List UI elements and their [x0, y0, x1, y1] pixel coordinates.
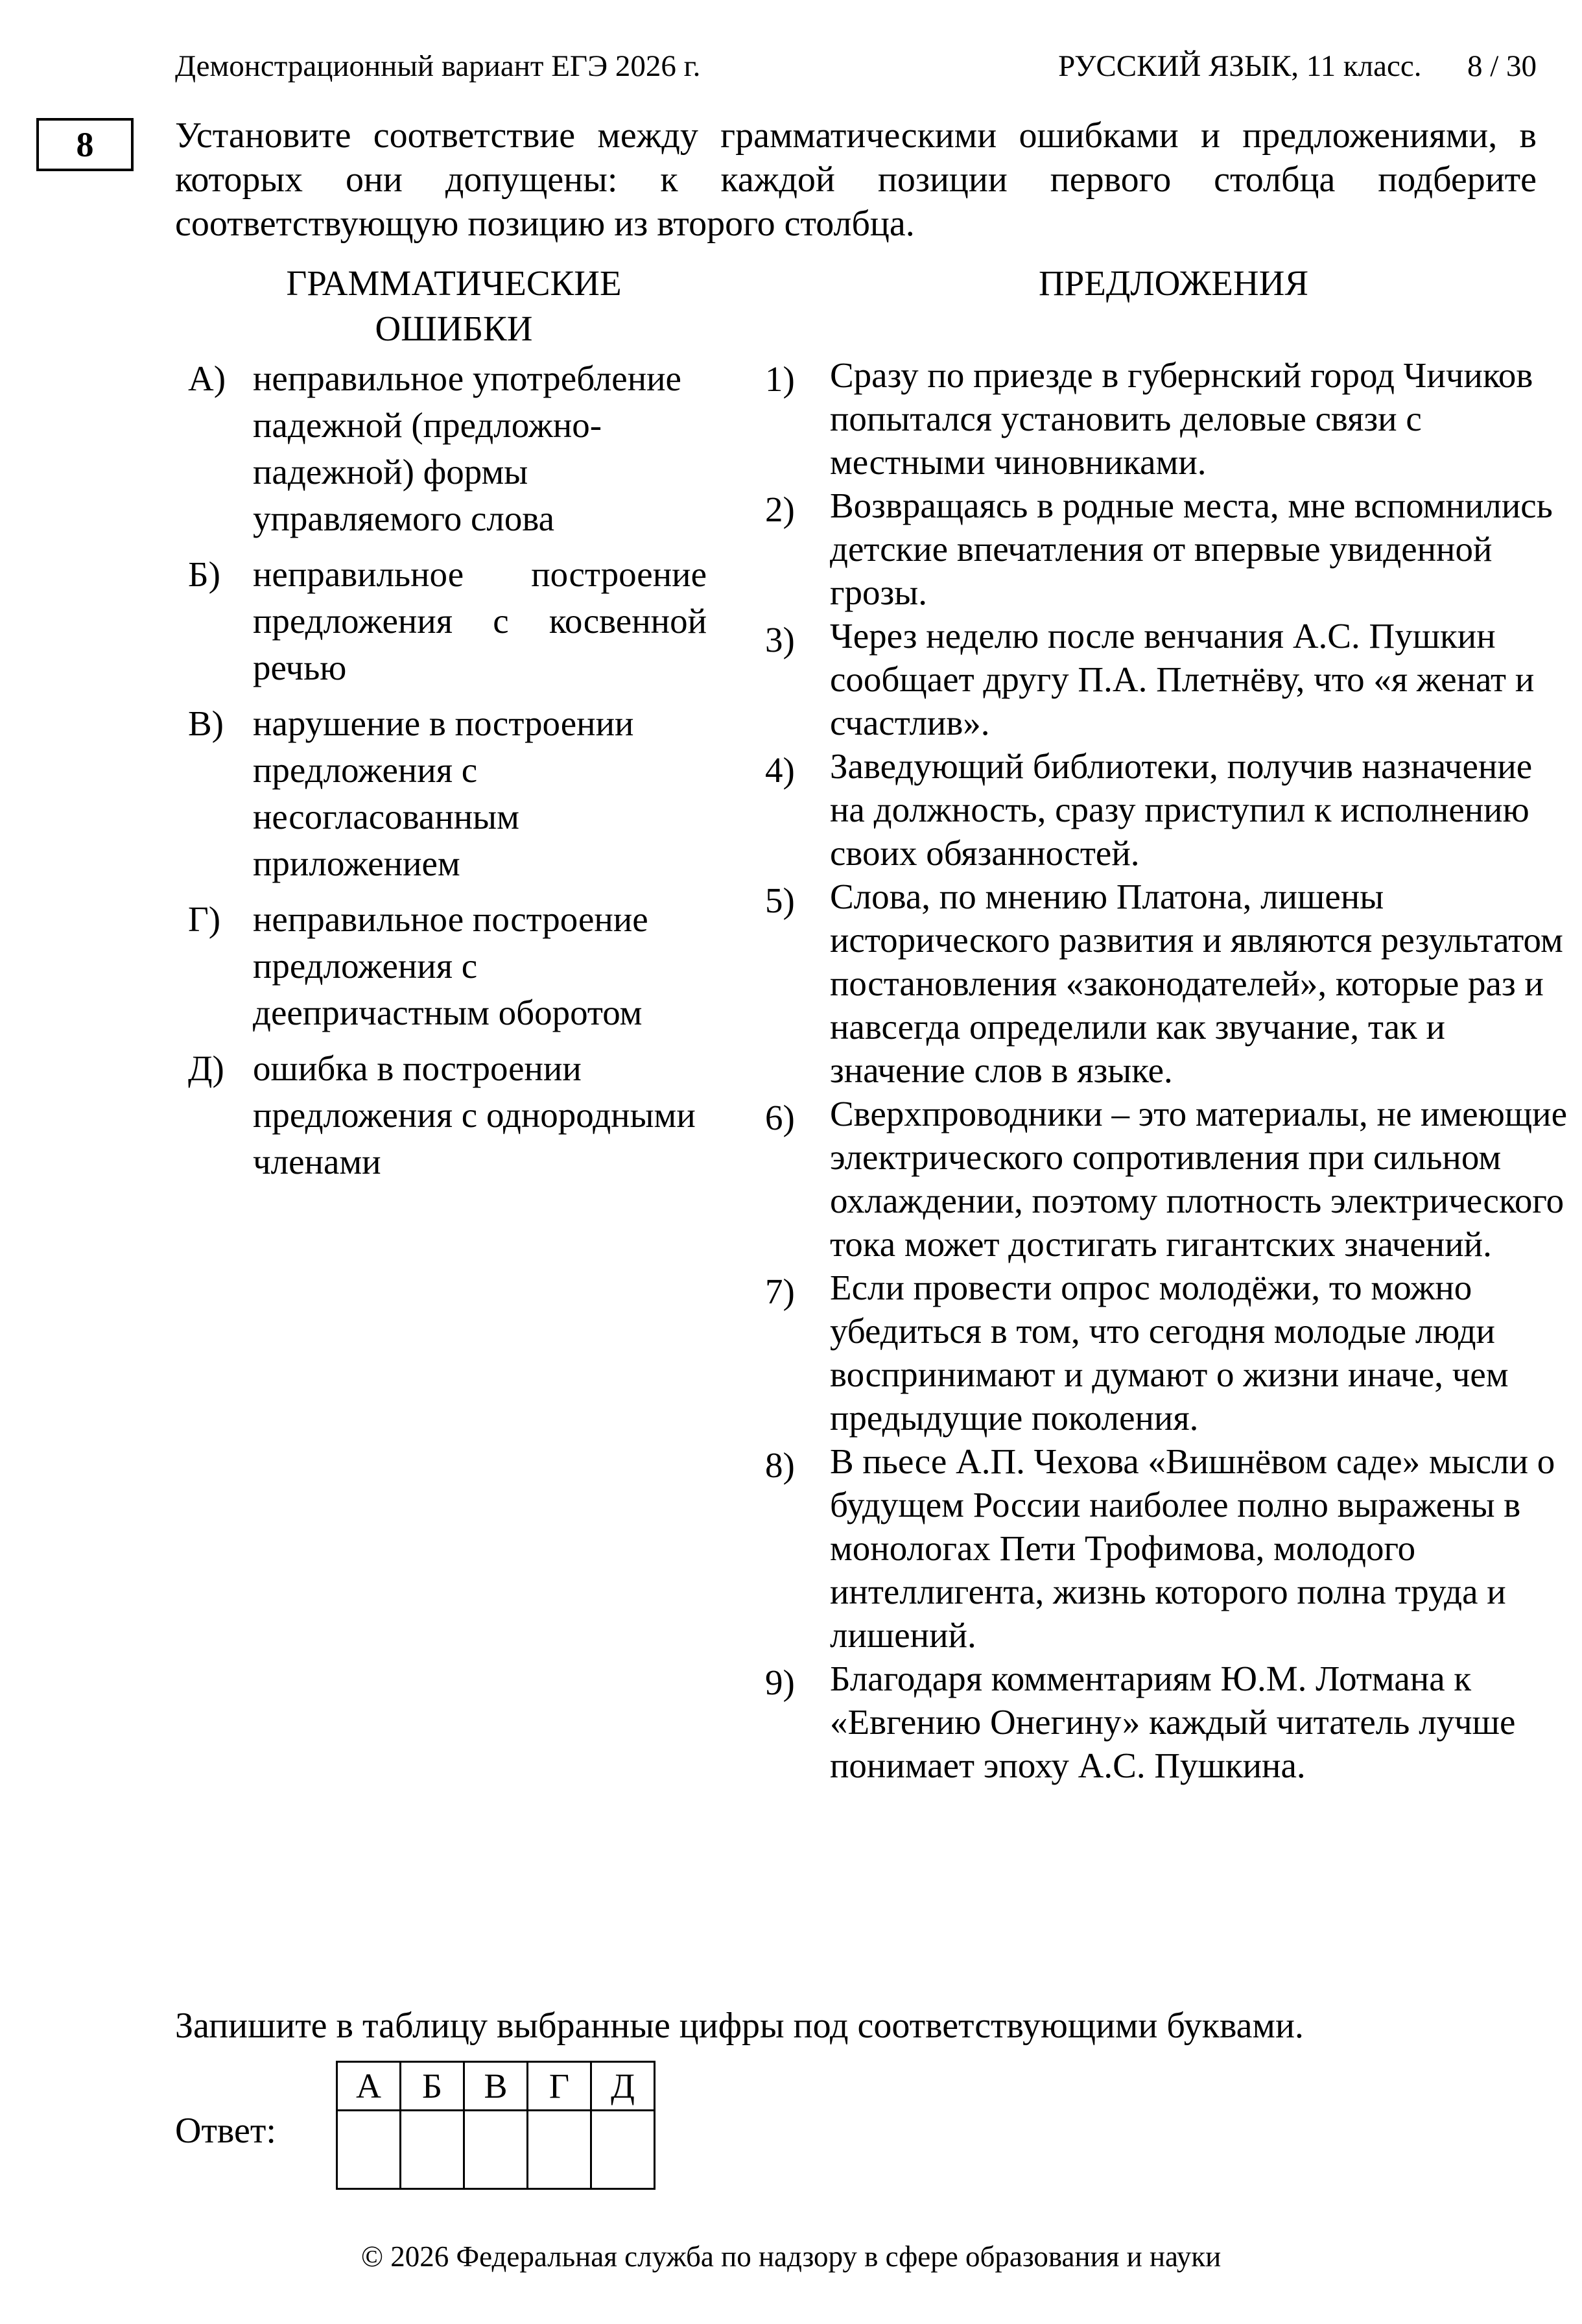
sentence-item-1	[765, 353, 1569, 484]
sentence-item-2	[765, 484, 1569, 614]
answer-header-row	[337, 2062, 655, 2111]
sentence-text: Сразу по приезде в губернский город Чичиков попытался установить деловые связи с местными чиновниками.	[830, 355, 1533, 482]
answer-cell-g[interactable]	[528, 2111, 591, 2189]
error-letter: А)	[188, 359, 226, 398]
sentence-text: Возвращаясь в родные места, мне вспомнились детские впечатления от впервые увиденной грозы.	[830, 486, 1553, 612]
error-letter: В)	[188, 704, 224, 743]
answer-table	[336, 2061, 655, 2190]
error-text: нарушение в построении предложения с несогласованным приложением	[253, 704, 634, 883]
header-subject-page: РУССКИЙ ЯЗЫК, 11 класс. 8 / 30	[1058, 49, 1537, 83]
error-text: неправильное построение предложения с деепричастным оборотом	[253, 899, 648, 1032]
sentence-number: 7)	[765, 1272, 795, 1311]
sentences-list	[765, 353, 1569, 1787]
answer-input-row	[337, 2111, 655, 2189]
sentences-column-title: ПРЕДЛОЖЕНИЯ	[1038, 263, 1309, 303]
sentence-number: 4)	[765, 750, 795, 790]
header-exam-title: Демонстрационный вариант ЕГЭ 2026 г.	[175, 49, 701, 83]
sentence-item-3	[765, 614, 1569, 744]
sentence-item-7	[765, 1266, 1569, 1440]
sentence-number: 5)	[765, 881, 795, 920]
sentence-number: 9)	[765, 1663, 795, 1702]
sentence-item-9	[765, 1657, 1569, 1787]
task-instruction: Установите соответствие между грамматическими ошибками и предложениями, в которых они допущены: к каждой позиции первого столбца подберите соответствующую позицию из второго столбца.	[175, 115, 1537, 244]
sentence-item-8	[765, 1440, 1569, 1657]
sentence-number: 1)	[765, 359, 795, 399]
answer-cell-a[interactable]	[337, 2111, 401, 2189]
sentence-item-5	[765, 875, 1569, 1092]
copyright-footer: © 2026 Федеральная служба по надзору в сфере образования и науки	[360, 2240, 1222, 2273]
error-item-v	[188, 700, 713, 887]
task-number: 8	[36, 118, 134, 171]
error-text: ошибка в построении предложения с однородными членами	[253, 1049, 696, 1181]
answer-header-d: Д	[591, 2062, 655, 2111]
error-item-a	[188, 355, 713, 542]
error-letter: Д)	[188, 1049, 224, 1088]
errors-list	[188, 355, 713, 1194]
sentence-number: 3)	[765, 620, 795, 659]
error-text: неправильное употребление падежной (предложно-падежной) формы управляемого слова	[253, 359, 681, 538]
sentence-text: Слова, по мнению Платона, лишены исторического развития и являются результатом постановления «законодателей», которые раз и навсегда определили как звучание, так и значение слов в языке.	[830, 877, 1563, 1090]
sentence-item-4	[765, 744, 1569, 875]
sentence-text: В пьесе А.П. Чехова «Вишнёвом саде» мысли о будущем России наиболее полно выражены в монологах Пети Трофимова, молодого интеллигента, жизнь которого полна труда и лишений.	[830, 1441, 1555, 1655]
error-item-d	[188, 1045, 713, 1185]
answer-cell-b[interactable]	[401, 2111, 464, 2189]
sentence-number: 2)	[765, 490, 795, 529]
error-item-g	[188, 896, 713, 1036]
sentence-text: Заведующий библиотеки, получив назначение на должность, сразу приступил к исполнению своих обязанностей.	[830, 746, 1533, 873]
answer-header-g: Г	[528, 2062, 591, 2111]
sentence-text: Через неделю после венчания А.С. Пушкин сообщает другу П.А. Плетнёву, что «я женат и счастлив».	[830, 616, 1535, 742]
answer-header-v: В	[464, 2062, 528, 2111]
sentence-text: Благодаря комментариям Ю.М. Лотмана к «Евгению Онегину» каждый читатель лучше понимает эпоху А.С. Пушкина.	[830, 1659, 1516, 1785]
error-text: неправильное построение предложения с косвенной речью	[253, 554, 707, 687]
errors-title-line2: ОШИБКИ	[375, 309, 533, 348]
sentence-number: 8)	[765, 1445, 795, 1485]
errors-title-line1: ГРАММАТИЧЕСКИЕ	[286, 263, 622, 303]
sentence-text: Если провести опрос молодёжи, то можно убедиться в том, что сегодня молодые люди воспринимают и думают о жизни иначе, чем предыдущие поколения.	[830, 1268, 1509, 1438]
sentence-number: 6)	[765, 1098, 795, 1137]
error-letter: Г)	[188, 899, 221, 939]
answer-cell-v[interactable]	[464, 2111, 528, 2189]
answer-label: Ответ:	[175, 2111, 276, 2151]
answer-header-a: А	[337, 2062, 401, 2111]
sentence-text: Сверхпроводники – это материалы, не имеющие электрического сопротивления при сильном охлаждении, поэтому плотность электрического тока может достигать гигантских значений.	[830, 1094, 1567, 1264]
errors-column-title	[233, 261, 674, 351]
answer-instruction: Запишите в таблицу выбранные цифры под соответствующими буквами.	[175, 2006, 1304, 2046]
answer-cell-d[interactable]	[591, 2111, 655, 2189]
answer-header-b: Б	[401, 2062, 464, 2111]
error-letter: Б)	[188, 554, 220, 594]
sentence-item-6	[765, 1092, 1569, 1266]
error-item-b	[188, 551, 713, 691]
